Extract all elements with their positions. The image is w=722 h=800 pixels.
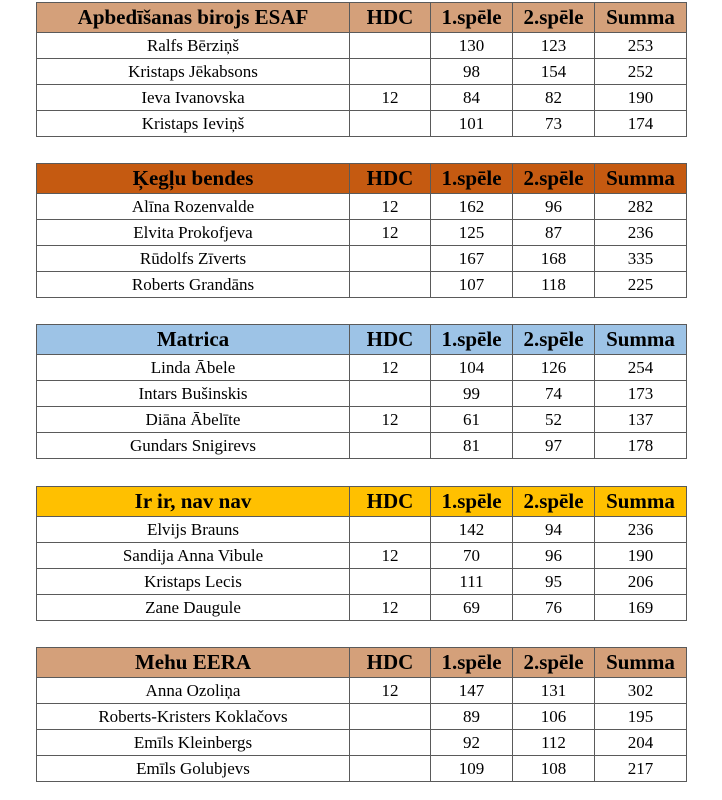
- player-total: 190: [595, 543, 687, 569]
- player-name: Kristaps Jēkabsons: [37, 59, 350, 85]
- player-total: 253: [595, 33, 687, 59]
- player-hdc: 12: [350, 194, 431, 220]
- player-total: 169: [595, 595, 687, 621]
- player-name: Gundars Snigirevs: [37, 433, 350, 459]
- player-game1: 92: [431, 730, 513, 756]
- player-total: 173: [595, 381, 687, 407]
- game2-header: 2.spēle: [513, 648, 595, 678]
- player-game1: 107: [431, 272, 513, 298]
- player-name: Ralfs Bērziņš: [37, 33, 350, 59]
- player-game2: 131: [513, 678, 595, 704]
- player-row: [37, 111, 687, 137]
- player-hdc: 12: [350, 407, 431, 433]
- player-row: [37, 569, 687, 595]
- player-hdc: [350, 569, 431, 595]
- player-game1: 111: [431, 569, 513, 595]
- hdc-header: HDC: [350, 487, 431, 517]
- player-row: [37, 194, 687, 220]
- player-hdc: [350, 381, 431, 407]
- hdc-header: HDC: [350, 164, 431, 194]
- player-hdc: [350, 111, 431, 137]
- player-game1: 109: [431, 756, 513, 782]
- player-game2: 82: [513, 85, 595, 111]
- hdc-header: HDC: [350, 3, 431, 33]
- player-total: 206: [595, 569, 687, 595]
- player-game2: 94: [513, 517, 595, 543]
- player-game1: 125: [431, 220, 513, 246]
- game1-header: 1.spēle: [431, 164, 513, 194]
- player-total: 174: [595, 111, 687, 137]
- player-row: [37, 730, 687, 756]
- player-total: 282: [595, 194, 687, 220]
- player-total: 190: [595, 85, 687, 111]
- player-game2: 96: [513, 194, 595, 220]
- player-game1: 130: [431, 33, 513, 59]
- player-row: [37, 85, 687, 111]
- game1-header: 1.spēle: [431, 487, 513, 517]
- player-game2: 108: [513, 756, 595, 782]
- player-hdc: [350, 59, 431, 85]
- player-total: 178: [595, 433, 687, 459]
- team-header-row: [37, 164, 687, 194]
- player-game1: 70: [431, 543, 513, 569]
- player-row: [37, 272, 687, 298]
- player-total: 254: [595, 355, 687, 381]
- player-name: Diāna Ābelīte: [37, 407, 350, 433]
- player-hdc: [350, 730, 431, 756]
- player-row: [37, 517, 687, 543]
- player-game1: 89: [431, 704, 513, 730]
- player-name: Emīls Golubjevs: [37, 756, 350, 782]
- team-table: [36, 486, 687, 621]
- player-game2: 126: [513, 355, 595, 381]
- player-row: [37, 407, 687, 433]
- player-total: 252: [595, 59, 687, 85]
- player-total: 236: [595, 220, 687, 246]
- player-row: [37, 381, 687, 407]
- player-hdc: 12: [350, 595, 431, 621]
- player-row: [37, 33, 687, 59]
- player-hdc: 12: [350, 678, 431, 704]
- player-game2: 154: [513, 59, 595, 85]
- team-header-row: [37, 487, 687, 517]
- game2-header: 2.spēle: [513, 3, 595, 33]
- player-hdc: [350, 246, 431, 272]
- player-game2: 52: [513, 407, 595, 433]
- player-name: Elvijs Brauns: [37, 517, 350, 543]
- player-game1: 167: [431, 246, 513, 272]
- player-game1: 142: [431, 517, 513, 543]
- player-row: [37, 59, 687, 85]
- player-game2: 76: [513, 595, 595, 621]
- team-name: Apbedīšanas birojs ESAF: [37, 3, 350, 33]
- player-hdc: [350, 756, 431, 782]
- player-hdc: [350, 33, 431, 59]
- player-total: 302: [595, 678, 687, 704]
- total-header: Summa: [595, 3, 687, 33]
- player-name: Sandija Anna Vibule: [37, 543, 350, 569]
- player-game1: 69: [431, 595, 513, 621]
- player-name: Kristaps Lecis: [37, 569, 350, 595]
- player-total: 204: [595, 730, 687, 756]
- player-game2: 97: [513, 433, 595, 459]
- player-row: [37, 246, 687, 272]
- team-table: [36, 647, 687, 782]
- player-row: [37, 756, 687, 782]
- game2-header: 2.spēle: [513, 325, 595, 355]
- player-game2: 168: [513, 246, 595, 272]
- total-header: Summa: [595, 325, 687, 355]
- total-header: Summa: [595, 487, 687, 517]
- player-name: Emīls Kleinbergs: [37, 730, 350, 756]
- player-row: [37, 595, 687, 621]
- team-header-row: [37, 325, 687, 355]
- player-game1: 61: [431, 407, 513, 433]
- player-hdc: 12: [350, 85, 431, 111]
- player-game2: 73: [513, 111, 595, 137]
- player-total: 137: [595, 407, 687, 433]
- player-total: 195: [595, 704, 687, 730]
- player-total: 236: [595, 517, 687, 543]
- player-game1: 84: [431, 85, 513, 111]
- player-row: [37, 704, 687, 730]
- player-name: Anna Ozoliņa: [37, 678, 350, 704]
- player-game2: 123: [513, 33, 595, 59]
- player-row: [37, 543, 687, 569]
- player-game2: 74: [513, 381, 595, 407]
- player-name: Roberts Grandāns: [37, 272, 350, 298]
- game2-header: 2.spēle: [513, 487, 595, 517]
- game1-header: 1.spēle: [431, 648, 513, 678]
- player-hdc: [350, 433, 431, 459]
- player-total: 335: [595, 246, 687, 272]
- team-name: Ķegļu bendes: [37, 164, 350, 194]
- player-game2: 106: [513, 704, 595, 730]
- player-game1: 98: [431, 59, 513, 85]
- player-row: [37, 355, 687, 381]
- player-game2: 87: [513, 220, 595, 246]
- game1-header: 1.spēle: [431, 325, 513, 355]
- player-name: Zane Daugule: [37, 595, 350, 621]
- player-total: 217: [595, 756, 687, 782]
- player-name: Rūdolfs Zīverts: [37, 246, 350, 272]
- player-name: Linda Ābele: [37, 355, 350, 381]
- game2-header: 2.spēle: [513, 164, 595, 194]
- player-name: Intars Bušinskis: [37, 381, 350, 407]
- player-game1: 162: [431, 194, 513, 220]
- player-hdc: [350, 704, 431, 730]
- player-hdc: 12: [350, 543, 431, 569]
- player-game1: 81: [431, 433, 513, 459]
- total-header: Summa: [595, 648, 687, 678]
- player-game1: 147: [431, 678, 513, 704]
- team-table: [36, 2, 687, 137]
- team-header-row: [37, 3, 687, 33]
- player-name: Alīna Rozenvalde: [37, 194, 350, 220]
- team-name: Matrica: [37, 325, 350, 355]
- hdc-header: HDC: [350, 648, 431, 678]
- player-game1: 99: [431, 381, 513, 407]
- player-game2: 118: [513, 272, 595, 298]
- player-name: Ieva Ivanovska: [37, 85, 350, 111]
- player-name: Roberts-Kristers Koklačovs: [37, 704, 350, 730]
- player-hdc: 12: [350, 220, 431, 246]
- player-name: Elvita Prokofjeva: [37, 220, 350, 246]
- player-hdc: 12: [350, 355, 431, 381]
- player-hdc: [350, 517, 431, 543]
- team-name: Ir ir, nav nav: [37, 487, 350, 517]
- player-hdc: [350, 272, 431, 298]
- player-game1: 101: [431, 111, 513, 137]
- player-row: [37, 220, 687, 246]
- player-total: 225: [595, 272, 687, 298]
- team-name: Mehu EERA: [37, 648, 350, 678]
- player-row: [37, 433, 687, 459]
- total-header: Summa: [595, 164, 687, 194]
- player-game2: 95: [513, 569, 595, 595]
- team-table: [36, 163, 687, 298]
- player-name: Kristaps Ieviņš: [37, 111, 350, 137]
- team-header-row: [37, 648, 687, 678]
- game1-header: 1.spēle: [431, 3, 513, 33]
- player-game2: 96: [513, 543, 595, 569]
- hdc-header: HDC: [350, 325, 431, 355]
- player-row: [37, 678, 687, 704]
- player-game2: 112: [513, 730, 595, 756]
- team-table: [36, 324, 687, 459]
- player-game1: 104: [431, 355, 513, 381]
